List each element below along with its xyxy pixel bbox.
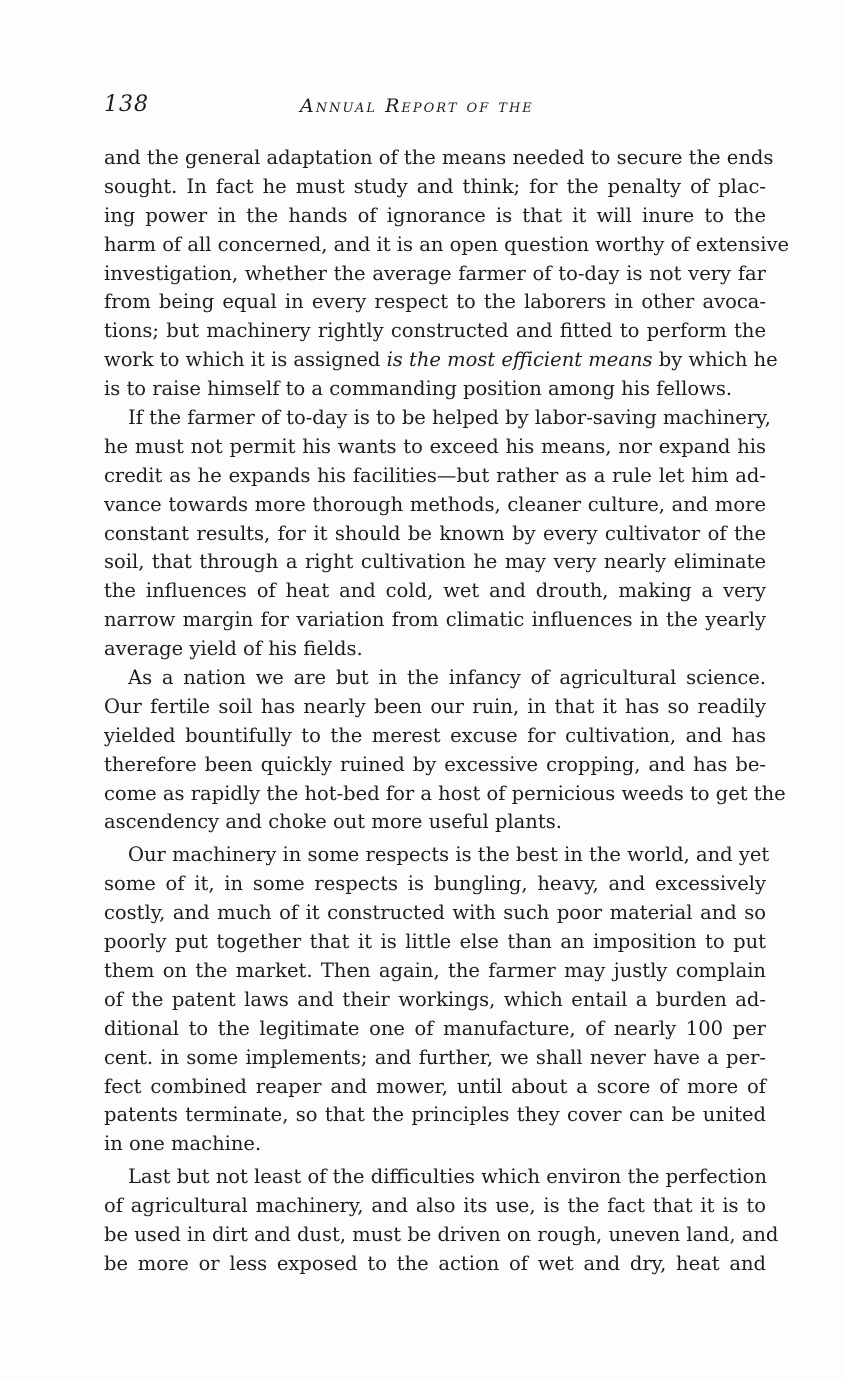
text-line: be used in dirt and dust, must be driven on rough, uneven land, and: [104, 1222, 779, 1246]
text-line: Last but not least of the difficulties which environ the perfection: [128, 1165, 767, 1189]
text-line: If the farmer of to-day is to be helped by labor-saving machinery,: [128, 406, 771, 430]
paragraph: [104, 841, 770, 1159]
text-line: yielded bountifully to the merest excuse for cultivation, and has: [104, 723, 766, 747]
paragraph: [104, 664, 786, 837]
text-line: patents terminate, so that the principles they cover can be united: [104, 1103, 766, 1127]
text-line: costly, and much of it constructed with such poor material and so: [104, 901, 766, 925]
text-line: tions; but machinery rightly constructed and fitted to perform the: [104, 319, 766, 343]
text-line: from being equal in every respect to the laborers in other avoca-: [104, 290, 766, 314]
text-line: be more or less exposed to the action of wet and dry, heat and: [104, 1251, 766, 1275]
text-line: in one machine.: [104, 1132, 262, 1156]
text-line: cent. in some implements; and further, we shall never have a per-: [104, 1045, 766, 1069]
text-line: average yield of his fields.: [104, 637, 363, 661]
page-number: 138: [104, 92, 149, 117]
paragraph: [104, 404, 771, 664]
text-line: vance towards more thorough methods, cleaner culture, and more: [104, 492, 766, 516]
text-line: therefore been quickly ruined by excessive cropping, and has be-: [104, 752, 766, 776]
text-line: narrow margin for variation from climatic influences in the yearly: [104, 608, 766, 632]
text-line: credit as he expands his facilities—but rather as a rule let him ad-: [104, 463, 766, 487]
text-line: of the patent laws and their workings, which entail a burden ad-: [104, 987, 766, 1011]
body-text: [104, 144, 790, 1279]
paragraph: [104, 1163, 779, 1279]
text-line: them on the market. Then again, the farmer may justly complain: [104, 958, 766, 982]
text-line: ing power in the hands of ignorance is that it will inure to the: [104, 203, 766, 227]
text-line: ditional to the legitimate one of manufacture, of nearly 100 per: [104, 1016, 766, 1040]
text-line: and the general adaptation of the means needed to secure the ends: [104, 146, 774, 169]
running-title: Annual Report of the: [300, 95, 534, 117]
emphasized-phrase: is the most efficient means: [386, 348, 653, 372]
text-line: As a nation we are but in the infancy of agricultural science.: [128, 666, 766, 690]
text-line: ascendency and choke out more useful plants.: [104, 810, 562, 834]
text-line: harm of all concerned, and it is an open question worthy of extensive: [104, 232, 790, 256]
text-line: Our machinery in some respects is the best in the world, and yet: [128, 843, 770, 867]
text-line: soil, that through a right cultivation he may very nearly eliminate: [104, 550, 766, 574]
text-line: is to raise himself to a commanding position among his fellows.: [104, 377, 733, 401]
page-header: [104, 92, 766, 128]
text-line: poorly put together that it is little else than an imposition to put: [104, 930, 766, 954]
text-line: come as rapidly the hot-bed for a host of pernicious weeds to get the: [104, 781, 786, 805]
text-line: sought. In fact he must study and think; for the penalty of plac-: [104, 174, 766, 198]
text-line: the influences of heat and cold, wet and drouth, making a very: [104, 579, 766, 603]
text-line: investigation, whether the average farmer of to-day is not very far: [104, 261, 766, 285]
paragraph: [104, 144, 790, 404]
text-line: he must not permit his wants to exceed his means, nor expand his: [104, 434, 766, 458]
text-line: of agricultural machinery, and also its use, is the fact that it is to: [104, 1194, 766, 1218]
text-line: some of it, in some respects is bungling, heavy, and excessively: [104, 872, 766, 896]
text-line: fect combined reaper and mower, until about a score of more of: [104, 1074, 766, 1098]
text-line: Our fertile soil has nearly been our ruin, in that it has so readily: [104, 694, 766, 718]
text-line-with-emphasis: work to which it is assigned is the most efficient means by which he: [104, 348, 778, 372]
text-line: constant results, for it should be known by every cultivator of the: [104, 521, 766, 545]
